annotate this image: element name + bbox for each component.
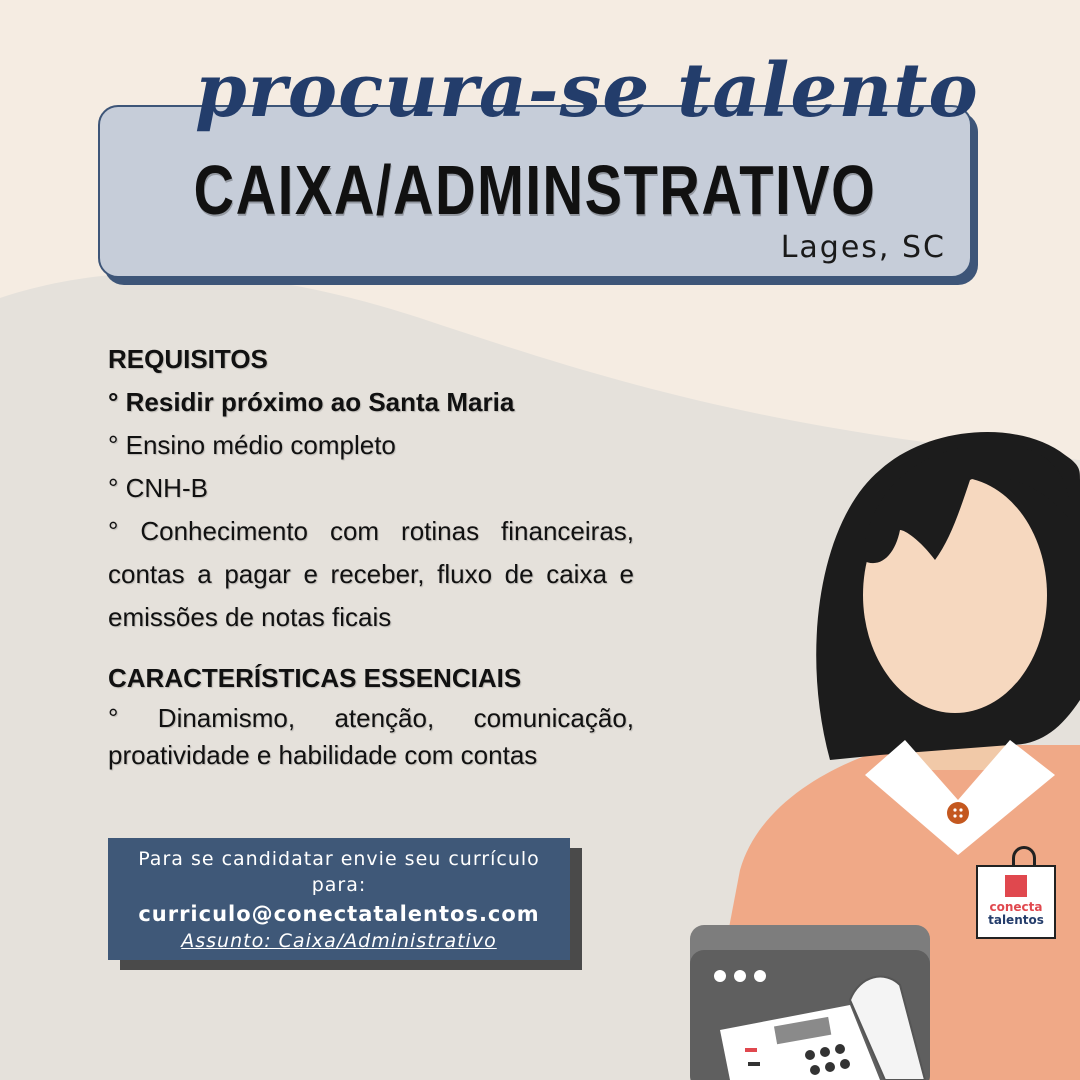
application-box (108, 838, 570, 960)
script-title: procura-se talento (195, 48, 979, 134)
conecta-talentos-logo (976, 865, 1056, 939)
requirement-item: ° Conhecimento com rotinas financeiras, contas a pagar e receber, fluxo de caixa e emissões de notas ficais (108, 516, 634, 632)
job-details (108, 338, 634, 774)
application-instructions: Para se candidatar envie seu currículo para: (138, 848, 540, 896)
application-subject: Assunto: Caixa/Administrativo (181, 930, 497, 952)
application-email[interactable]: curriculo@conectatalentos.com (138, 902, 540, 926)
requirement-item: ° Ensino médio completo (108, 430, 396, 460)
logo-mark-icon (1005, 875, 1027, 897)
requirement-item: ° CNH-B (108, 473, 208, 503)
logo-text-talentos: talentos (988, 913, 1044, 927)
requirements-heading: REQUISITOS (108, 344, 268, 374)
characteristic-item: ° Dinamismo, atenção, comunicação, proatividade e habilidade com contas (108, 703, 634, 770)
job-location: Lages, SC (780, 230, 946, 265)
sweater-button (947, 802, 969, 824)
desk-phone-illustration (690, 925, 930, 1080)
characteristics-heading: CARACTERÍSTICAS ESSENCIAIS (108, 663, 522, 693)
job-title: CAIXA/ADMINSTRATIVO (193, 151, 877, 229)
logo-text-conecta: conecta (989, 900, 1043, 914)
requirement-item: ° Residir próximo ao Santa Maria (108, 387, 515, 417)
